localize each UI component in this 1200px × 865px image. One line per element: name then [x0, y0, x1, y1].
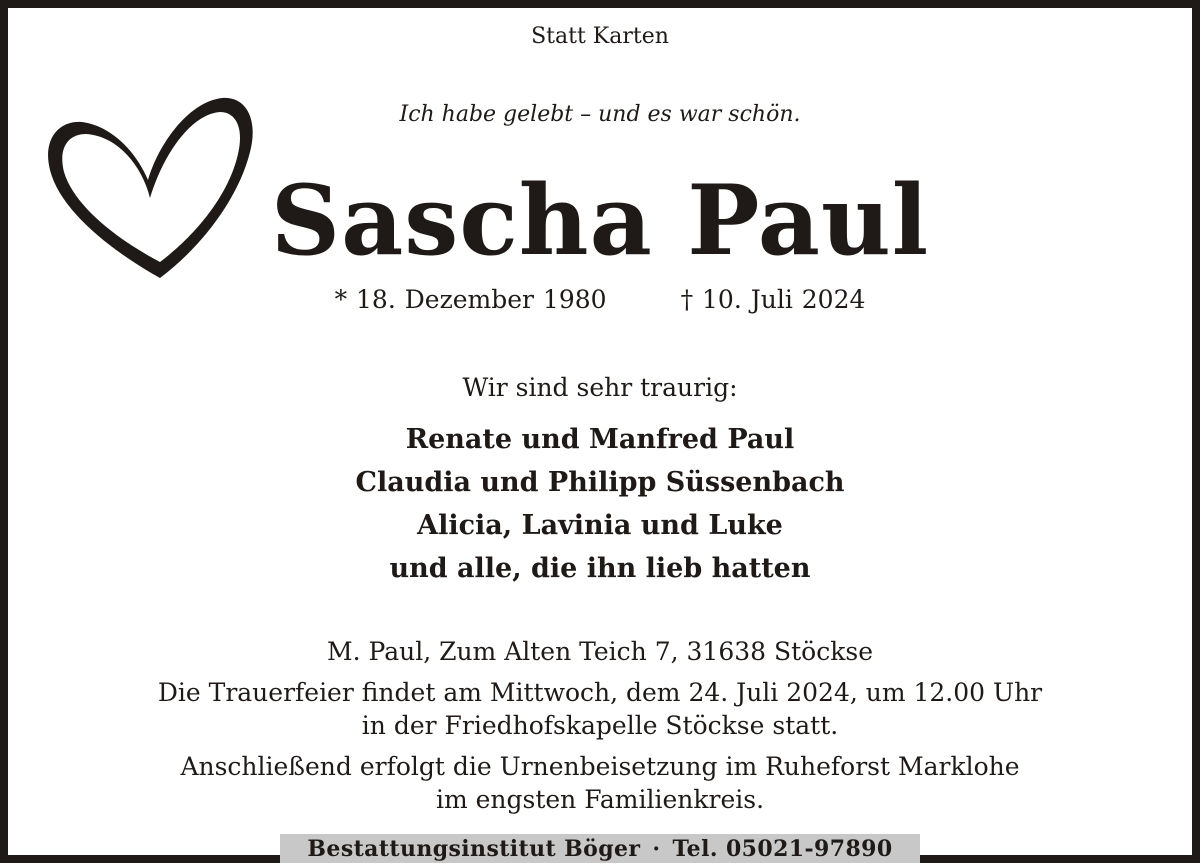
funeral-home-footer [280, 834, 920, 863]
motto: Ich habe gelebt – und es war schön. [399, 102, 801, 127]
mourning-intro: Wir sind sehr traurig: [462, 373, 738, 402]
contact-address: M. Paul, Zum Alten Teich 7, 31638 Stöckse [327, 637, 873, 666]
footer-separator: · [652, 836, 661, 862]
life-dates [0, 285, 1200, 314]
deceased-name: Sascha Paul [270, 164, 930, 277]
notice-heading: Statt Karten [531, 24, 669, 49]
funeral-home-name: Bestattungsinstitut Böger [307, 836, 641, 862]
mourner-line: Renate und Manfred Paul [405, 424, 795, 455]
mourners-list [0, 418, 1200, 590]
mourner-line: und alle, die ihn lieb hatten [389, 553, 811, 584]
funeral-home-phone: Tel. 05021-97890 [672, 836, 893, 862]
ceremony-info [0, 676, 1200, 742]
burial-info [0, 750, 1200, 816]
death-date: † 10. Juli 2024 [680, 285, 866, 314]
burial-line: im engsten Familienkreis. [435, 785, 765, 814]
birth-date: * 18. Dezember 1980 [334, 285, 607, 314]
ceremony-line: Die Trauerfeier findet am Mittwoch, dem 24. Juli 2024, um 12.00 Uhr [157, 678, 1043, 707]
mourner-line: Alicia, Lavinia und Luke [417, 510, 783, 541]
mourner-line: Claudia und Philipp Süssenbach [355, 467, 845, 498]
burial-line: Anschließend erfolgt die Urnenbeisetzung im Ruheforst Marklohe [180, 752, 1020, 781]
ceremony-line: in der Friedhofskapelle Stöckse statt. [361, 711, 839, 740]
